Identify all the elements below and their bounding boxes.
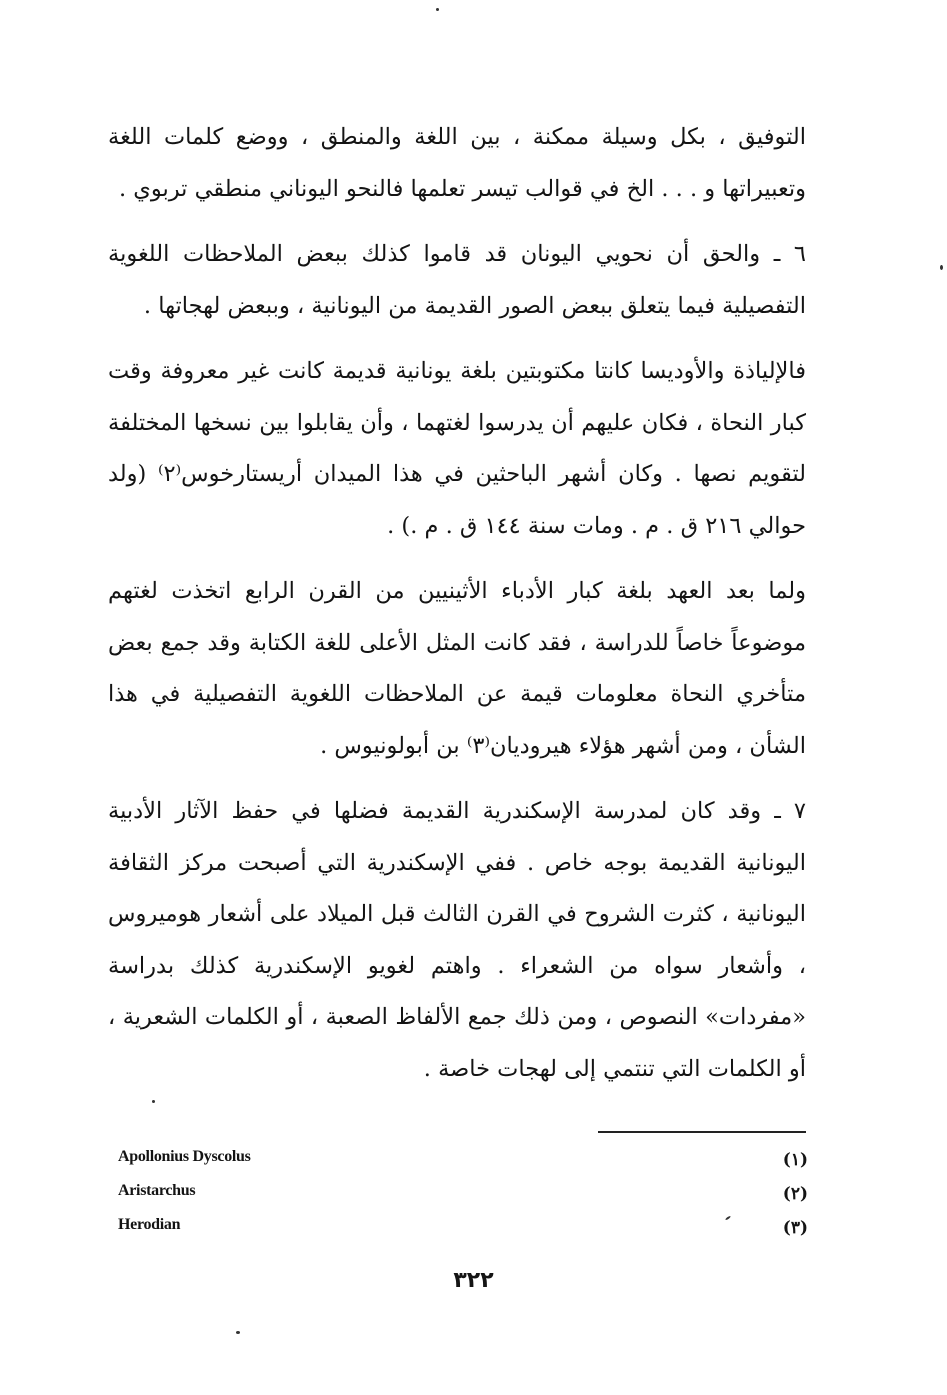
footnote-number: (٢) <box>782 1184 808 1204</box>
paragraph-1: التوفيق ، بكل وسيلة ممكنة ، بين اللغة والمنطق ، ووضع كلمات اللغة وتعبيراتها و . . . الخ في قوالب تيسر تعلمها فالنحو اليوناني منطقي تربوي . <box>108 124 806 202</box>
footnote-text: Apollonius Dyscolus <box>118 1148 251 1165</box>
footnote-text: Aristarchus <box>118 1182 196 1199</box>
scan-speck <box>152 1100 155 1103</box>
page-number: ٣٢٢ <box>453 1268 494 1293</box>
footnote-separator <box>598 1131 806 1133</box>
footnotes <box>118 1146 808 1248</box>
footnote-3 <box>118 1214 808 1248</box>
paragraph-3: فالإلياذة والأوديسا كانتا مكتوبتين بلغة يونانية قديمة كانت غير معروفة وقت كبار النحاة ، فكان عليهم أن يدرسوا لغتهما ، وأن يقابلوا بين نسخها المختلفة لتقويم نصها . وكان أشهر الباحثين في هذا الميدان أريستارخوس⁽٢⁾ (ولد حوالي ٢١٦ ق . م . ومات سنة ١٤٤ ق . م .) . <box>108 358 806 539</box>
scan-speck <box>940 265 943 270</box>
footnote-2 <box>118 1180 808 1214</box>
footnote-1 <box>118 1146 808 1180</box>
paragraph-5: ٧ ـ وقد كان لمدرسة الإسكندرية القديمة فضلها في حفظ الآثار الأدبية اليونانية القديمة بوجه خاص . ففي الإسكندرية التي أصبحت مركز الثقافة اليونانية ، كثرت الشروح في القرن الثالث قبل الميلاد على أشعار هوميروس ، وأشعار سواه من الشعراء . واهتم لغويو الإسكندرية كذلك بدراسة «مفردات» النصوص ، ومن ذلك جمع الألفاظ الصعبة ، أو الكلمات الشعرية ، أو الكلمات التي تنتمي إلى لهجات خاصة . <box>108 798 806 1082</box>
footnote-text: Herodian <box>118 1216 181 1233</box>
scan-speck <box>436 8 439 11</box>
paragraph-4: ولما بعد العهد بلغة كبار الأدباء الأثينيين من القرن الرابع اتخذت لغتهم موضوعاً خاصاً للدراسة ، فقد كانت المثل الأعلى للغة الكتابة وقد جمع بعض متأخري النحاة معلومات قيمة عن الملاحظات اللغوية التفصيلية في هذا الشأن ، ومن أشهر هؤلاء هيروديان⁽٣⁾ بن أبولونيوس . <box>108 578 806 759</box>
main-text <box>108 112 806 1109</box>
footnote-number: (٣) <box>782 1218 808 1238</box>
footnote-number: (١) <box>782 1150 808 1170</box>
paragraph-2: ٦ ـ والحق أن نحويي اليونان قد قاموا كذلك ببعض الملاحظات اللغوية التفصيلية فيما يتعلق ببعض الصور القديمة من اليونانية ، وببعض لهجاتها . <box>108 241 806 319</box>
scan-speck <box>236 1331 240 1334</box>
